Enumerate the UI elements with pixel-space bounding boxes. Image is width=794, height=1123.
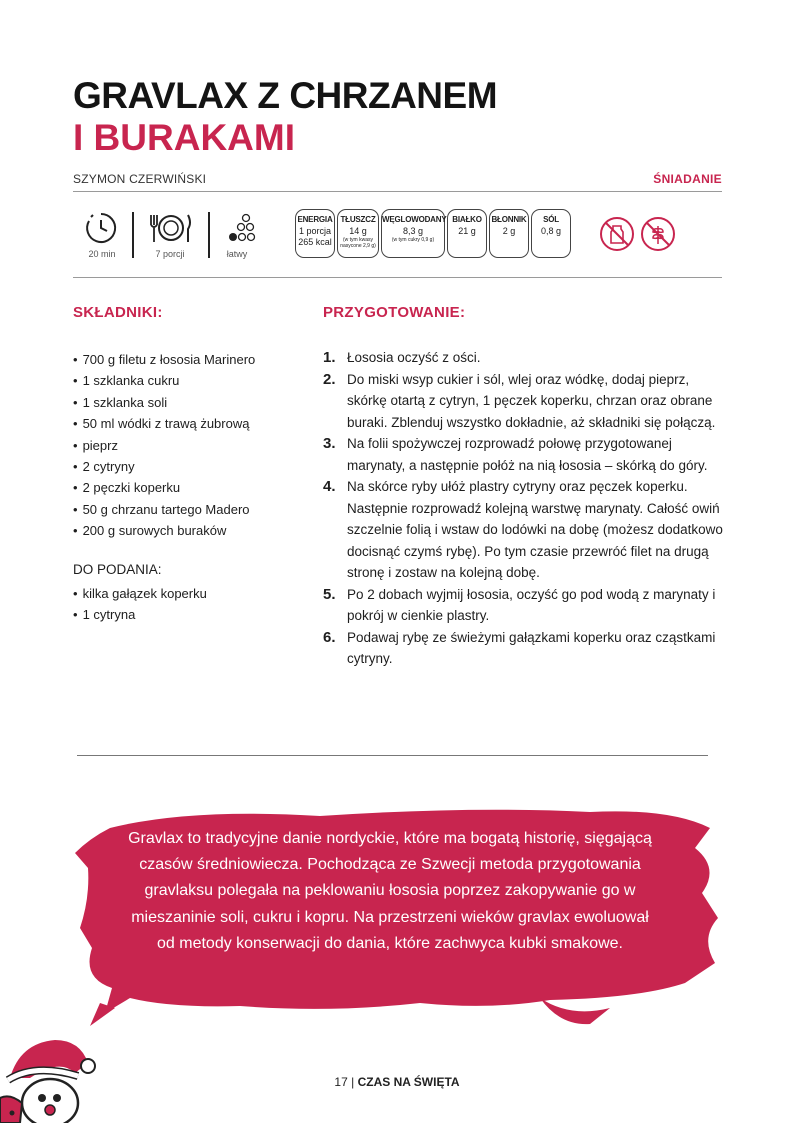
gluten-free-icon bbox=[640, 216, 676, 252]
step-text: Łososia oczyść z ości. bbox=[347, 350, 481, 365]
ingredient-item: • 50 g chrzanu tartego Madero bbox=[73, 499, 303, 520]
page-number: 17 bbox=[334, 1075, 348, 1089]
ingredient-item: • 50 ml wódki z trawą żubrową bbox=[73, 413, 303, 434]
nutrition-fiber bbox=[489, 209, 529, 258]
preparation-heading: PRZYGOTOWANIE: bbox=[323, 304, 466, 321]
recipe-title-line1: GRAVLAX Z CHRZANEM bbox=[73, 75, 498, 116]
step-text: Podawaj rybę ze świeżymi gałązkami koperku oraz cząstkami cytryny. bbox=[347, 629, 716, 666]
nutrition-fat-note2: nasycone 2,9 g) bbox=[340, 243, 376, 249]
lactose-free-icon bbox=[599, 216, 635, 252]
nutrition-salt-name: SÓL bbox=[543, 215, 559, 224]
ingredients-heading: SKŁADNIKI: bbox=[73, 304, 163, 321]
step-item bbox=[323, 347, 723, 369]
nutrition-protein-name: BIAŁKO bbox=[452, 215, 482, 224]
portions-label: 7 porcji bbox=[155, 249, 185, 259]
step-text: Na folii spożywczej rozprowadź połowę przygotowanej marynaty, a następnie połóż na nią łososia – skórką do góry. bbox=[347, 436, 708, 473]
nutrition-fat-note1: (w tym kwasy bbox=[343, 237, 373, 243]
step-item bbox=[323, 433, 723, 476]
nutrition-salt bbox=[531, 209, 571, 258]
plate-cutlery-icon bbox=[145, 210, 195, 246]
section-name: CZAS NA ŚWIĘTA bbox=[357, 1075, 460, 1089]
nutrition-energy-name: ENERGIA bbox=[297, 215, 333, 224]
meta-divider bbox=[73, 277, 722, 278]
ingredients-list bbox=[73, 349, 303, 542]
nutrition-fat-value: 14 g bbox=[349, 226, 367, 236]
preparation-steps bbox=[323, 347, 723, 670]
ingredient-item: • 2 pęczki koperku bbox=[73, 477, 303, 498]
nutrition-energy bbox=[295, 209, 335, 258]
content-divider bbox=[77, 755, 708, 756]
nutrition-salt-value: 0,8 g bbox=[540, 226, 562, 236]
step-number: 2. bbox=[323, 370, 336, 388]
step-item bbox=[323, 476, 723, 584]
step-text: Po 2 dobach wyjmij łososia, oczyść go pod wodą z marynaty i pokrój w cienkie plastry. bbox=[347, 586, 716, 623]
nutrition-carbs-note: (w tym cukry 0,9 g) bbox=[391, 237, 435, 243]
header-divider bbox=[73, 191, 722, 192]
recipe-title-line2: I BURAKAMI bbox=[73, 117, 295, 158]
ingredient-item: • 2 cytryny bbox=[73, 456, 303, 477]
nutrition-energy-line2: 265 kcal bbox=[298, 237, 332, 247]
serving-title: DO PODANIA: bbox=[73, 562, 162, 577]
clock-icon bbox=[76, 210, 126, 246]
step-number: 1. bbox=[323, 349, 336, 366]
ingredient-item: • pieprz bbox=[73, 435, 303, 456]
serving-item: • 1 cytryna bbox=[73, 604, 303, 625]
nutrition-fat-name: TŁUSZCZ bbox=[340, 215, 376, 224]
difficulty-dots-icon bbox=[214, 210, 264, 246]
nutrition-carbs bbox=[381, 209, 445, 258]
nutrition-protein-value: 21 g bbox=[458, 226, 476, 236]
ingredient-item: • 1 szklanka cukru bbox=[73, 370, 303, 391]
step-text: Do miski wsyp cukier i sól, wlej oraz wódkę, dodaj pieprz, skórkę otartą z cytryn, 1 pęczek koperku, chrzan oraz obrane buraki. Zblenduj wszystko dokładnie, aż składniki się połączą. bbox=[347, 371, 716, 430]
recipe-author: SZYMON CZERWIŃSKI bbox=[73, 172, 207, 186]
step-item bbox=[323, 369, 723, 434]
nutrition-carbs-value: 8,3 g bbox=[402, 226, 424, 236]
nutrition-fiber-name: BŁONNIK bbox=[491, 215, 527, 224]
fact-text: Gravlax to tradycyjne danie nordyckie, które ma bogatą historię, sięgającą czasów średniowiecza. Pochodząca ze Szwecji metoda przygotowania gravlaksu polegała na peklowaniu łososia poprzez zakopywanie go w mieszaninie soli, cukru i kopru. Na przestrzeni wieków gravlax ewoluował od metody konserwacji do dania, które zachwyca kubki smakowe. bbox=[128, 830, 652, 952]
nutrition-fiber-value: 2 g bbox=[502, 226, 516, 236]
page-footer bbox=[0, 1075, 794, 1089]
ingredient-item: • 700 g filetu z łososia Marinero bbox=[73, 349, 303, 370]
nutrition-carbs-name: WĘGLOWODANY bbox=[382, 215, 447, 224]
nutrition-fat bbox=[337, 209, 379, 258]
serving-list bbox=[73, 583, 303, 626]
step-number: 5. bbox=[323, 585, 336, 603]
step-number: 3. bbox=[323, 435, 336, 452]
step-item bbox=[323, 584, 723, 627]
step-text: Na skórce ryby ułóż plastry cytryny oraz pęczek koperku. Następnie rozprowadź kolejną warstwę marynaty. Całość owiń szczelnie folią i wstaw do lodówki na dobę (możesz dodatkowo docisnąć czymś rybę). Po tym czasie przewróć filet na drugą stronę i zostaw na kolejną dobę. bbox=[347, 479, 723, 580]
time-label: 20 min bbox=[88, 249, 116, 259]
recipe-category: ŚNIADANIE bbox=[653, 172, 722, 186]
step-item bbox=[323, 627, 723, 670]
footer-separator: | bbox=[351, 1075, 355, 1089]
difficulty-label: łatwy bbox=[226, 249, 248, 259]
santa-mascot-icon bbox=[0, 1018, 100, 1123]
ingredient-item: • 200 g surowych buraków bbox=[73, 520, 303, 541]
step-number: 4. bbox=[323, 478, 336, 495]
step-number: 6. bbox=[323, 628, 336, 646]
nutrition-protein bbox=[447, 209, 487, 258]
serving-item: • kilka gałązek koperku bbox=[73, 583, 303, 604]
meta-separator bbox=[132, 212, 134, 258]
ingredient-item: • 1 szklanka soli bbox=[73, 392, 303, 413]
nutrition-energy-line1: 1 porcja bbox=[298, 226, 332, 236]
